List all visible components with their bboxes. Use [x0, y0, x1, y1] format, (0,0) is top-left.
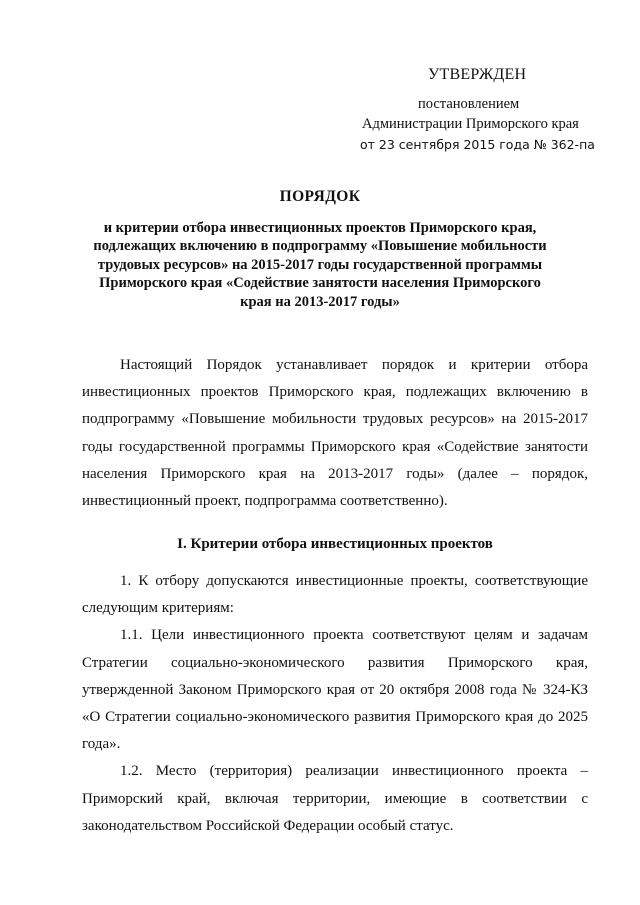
paragraph-1: 1. К отбору допускаются инвестиционные проекты, соответствующие следующим критериям: — [82, 573, 588, 617]
approval-line-date-number: от 23 сентября 2015 года № 362-па — [360, 137, 595, 152]
criteria-list — [82, 568, 588, 840]
document-title-block — [90, 188, 550, 311]
intro-paragraph: Настоящий Порядок устанавливает порядок и критерии отбора инвестиционных проектов Приморского края, подлежащих включению в подпрограмму «Повышение мобильности трудовых ресурсов» на 2015-2017 годы государственной программы Приморского края «Содействие занятости населения Приморского края на 2013-2017 годы» (далее – порядок, инвестиционный проект, подпрограмма соответственно). — [82, 357, 588, 510]
document-title: ПОРЯДОК — [279, 188, 361, 205]
paragraph-1-1: 1.1. Цели инвестиционного проекта соответствуют целям и задачам Стратегии социально-экономического развития Приморского края, утвержденной Законом Приморского края от 20 октября 2008 года № 324-КЗ «О Стратегии социально-экономического развития Приморского края до 2025 года». — [82, 627, 588, 753]
paragraph-1-2: 1.2. Место (территория) реализации инвестиционного проекта – Приморский край, включая территории, имеющие в соответствии с законодательством Российской Федерации особый статус. — [82, 763, 588, 834]
intro-section — [82, 352, 588, 515]
approved-label: УТВЕРЖДЕН — [428, 66, 527, 83]
section-heading: I. Критерии отбора инвестиционных проектов — [177, 536, 493, 552]
approval-line-resolution: постановлением — [418, 96, 520, 112]
approval-line-administration: Администрации Приморского края — [362, 116, 579, 132]
document-subtitle: и критерии отбора инвестиционных проектов Приморского края, подлежащих включению в подпрограмму «Повышение мобильности трудовых ресурсов» на 2015-2017 годы государственной программы Приморского края «Содействие занятости населения Приморского края на 2013-2017 годы» — [93, 220, 547, 310]
